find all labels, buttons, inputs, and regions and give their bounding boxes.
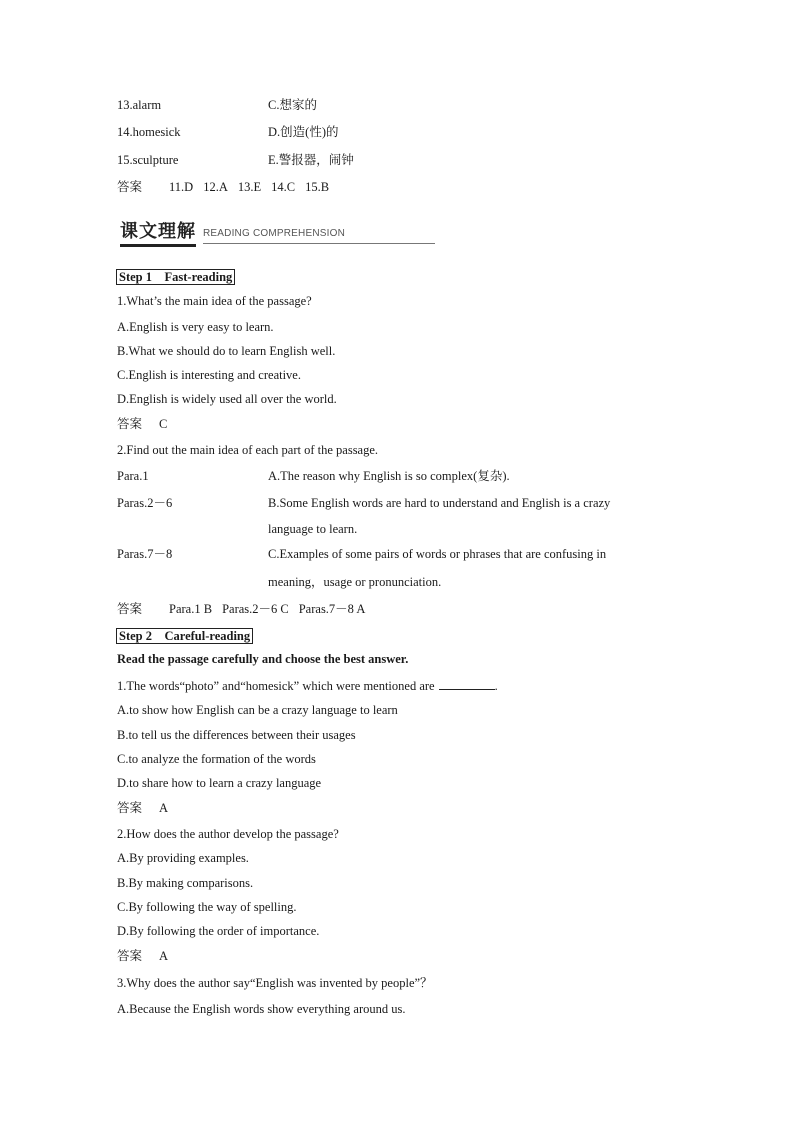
para-label: Paras.2－6: [117, 496, 173, 510]
answer-label: 答案: [117, 417, 143, 431]
question: [117, 677, 498, 694]
answer: [117, 800, 168, 816]
answer-label: 答案: [117, 180, 143, 194]
option: D.English is widely used all over the world.: [117, 392, 337, 406]
answer-value: A: [159, 801, 169, 815]
option: C.By following the way of spelling.: [117, 900, 297, 914]
vocab-answer: [117, 179, 329, 195]
vocab-word: 13.alarm: [117, 98, 162, 112]
answer-value: A: [159, 949, 169, 963]
answer: [117, 601, 365, 617]
para-idea: C.Examples of some pairs of words or phrases that are confusing in: [268, 547, 607, 561]
question-text: 1.The words“photo” and“homesick” which were mentioned are: [117, 679, 435, 693]
option: B.What we should do to learn English well.: [117, 344, 336, 358]
answer-label: 答案: [117, 949, 143, 963]
vocab-meaning: E.警报器，闹钟: [268, 153, 354, 167]
section-title-en: READING COMPREHENSION: [203, 228, 345, 239]
answer-item: Paras.7－8 A: [298, 602, 366, 616]
answer-item: 15.B: [305, 180, 330, 194]
answer-value: C: [159, 417, 168, 431]
answer: [117, 948, 168, 964]
section-banner: [117, 214, 435, 248]
option: A.Because the English words show everything around us.: [117, 1002, 406, 1016]
para-idea-cont: language to learn.: [268, 522, 358, 536]
question: 2.How does the author develop the passage?: [117, 827, 339, 841]
vocab-word: 15.sculpture: [117, 153, 179, 167]
answer-item: 14.C: [271, 180, 296, 194]
question: 2.Find out the main idea of each part of the passage.: [117, 443, 379, 457]
step1-title: Step 1 Fast-reading: [116, 269, 235, 285]
answer-item: Paras.2－6 C: [222, 602, 289, 616]
answer-blank: [439, 677, 495, 690]
option: A.to show how English can be a crazy language to learn: [117, 703, 398, 717]
option: C.English is interesting and creative.: [117, 368, 301, 382]
answer-item: 11.D: [169, 180, 194, 194]
option: C.to analyze the formation of the words: [117, 752, 316, 766]
option: D.By following the order of importance.: [117, 924, 320, 938]
answer-item: 12.A: [203, 180, 228, 194]
question: 3.Why does the author say“English was invented by people”？: [117, 976, 433, 990]
option: B.By making comparisons.: [117, 876, 254, 890]
step2-title: Step 2 Careful-reading: [116, 628, 253, 644]
vocab-word: 14.homesick: [117, 125, 181, 139]
answer-label: 答案: [117, 801, 143, 815]
answer-item: Para.1 B: [169, 602, 213, 616]
answer-label: 答案: [117, 602, 143, 616]
vocab-meaning: C.想家的: [268, 98, 317, 112]
answer: [117, 416, 167, 432]
para-idea-cont: meaning，usage or pronunciation.: [268, 575, 442, 589]
question-end: .: [494, 679, 498, 693]
para-idea: B.Some English words are hard to understand and English is a crazy: [268, 496, 611, 510]
para-idea: A.The reason why English is so complex(复杂).: [268, 469, 510, 483]
para-label: Paras.7－8: [117, 547, 173, 561]
section-divider: [203, 243, 435, 244]
para-label: Para.1: [117, 469, 149, 483]
instruction: Read the passage carefully and choose the best answer.: [117, 652, 409, 666]
question: 1.What’s the main idea of the passage?: [117, 294, 312, 308]
answer-item: 13.E: [237, 180, 262, 194]
option: D.to share how to learn a crazy language: [117, 776, 322, 790]
option: A.By providing examples.: [117, 851, 249, 865]
option: A.English is very easy to learn.: [117, 320, 274, 334]
section-title-cn: 课文理解: [120, 217, 196, 247]
vocab-meaning: D.创造(性)的: [268, 125, 339, 139]
option: B.to tell us the differences between their usages: [117, 728, 356, 742]
